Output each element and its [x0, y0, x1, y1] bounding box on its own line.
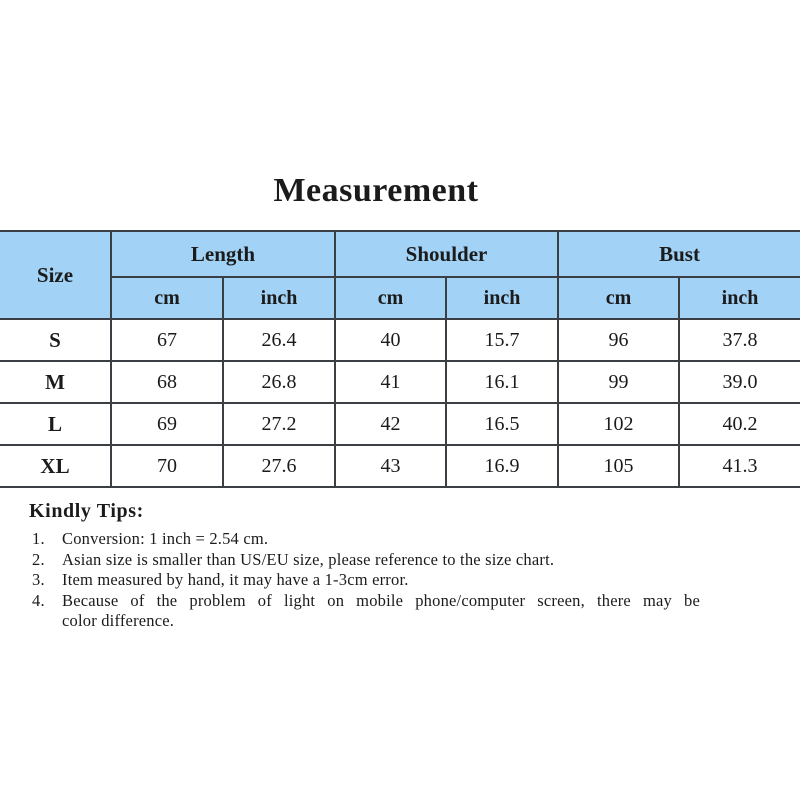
value-cell: 37.8 — [679, 319, 800, 361]
tip-line: Conversion: 1 inch = 2.54 cm. — [62, 529, 269, 548]
header-cell-size: Size — [0, 231, 111, 319]
size-cell: M — [0, 361, 111, 403]
unit-cell-bust-inch: inch — [679, 277, 800, 319]
value-cell: 67 — [111, 319, 223, 361]
table-row — [0, 403, 800, 445]
tip-text — [62, 570, 700, 591]
value-cell: 69 — [111, 403, 223, 445]
value-cell: 26.4 — [223, 319, 335, 361]
tip-number: 2. — [32, 549, 45, 569]
value-cell: 15.7 — [446, 319, 558, 361]
value-cell: 41.3 — [679, 445, 800, 487]
unit-cell-shoulder-cm: cm — [335, 277, 446, 319]
table-row — [0, 361, 800, 403]
tip-line: Because of the problem of light on mobile phone/computer screen, there may be — [62, 590, 700, 610]
value-cell: 27.2 — [223, 403, 335, 445]
value-cell: 16.1 — [446, 361, 558, 403]
tip-text — [62, 591, 700, 632]
tip-item — [32, 550, 700, 571]
value-cell: 42 — [335, 403, 446, 445]
value-cell: 70 — [111, 445, 223, 487]
tip-line: Asian size is smaller than US/EU size, please reference to the size chart. — [62, 549, 555, 569]
unit-cell-shoulder-inch: inch — [446, 277, 558, 319]
value-cell: 105 — [558, 445, 679, 487]
tip-item — [32, 570, 700, 591]
size-cell: L — [0, 403, 111, 445]
value-cell: 40 — [335, 319, 446, 361]
unit-cell-length-inch: inch — [223, 277, 335, 319]
value-cell: 39.0 — [679, 361, 800, 403]
tip-line: color difference. — [62, 611, 175, 630]
size-cell: XL — [0, 445, 111, 487]
unit-cell-length-cm: cm — [111, 277, 223, 319]
value-cell: 102 — [558, 403, 679, 445]
table-row — [0, 445, 800, 487]
tip-text — [62, 529, 700, 550]
value-cell: 16.9 — [446, 445, 558, 487]
tip-number: 4. — [32, 590, 45, 610]
measurement-table — [0, 230, 800, 488]
tip-number: 3. — [32, 570, 45, 589]
tip-number: 1. — [32, 529, 45, 548]
tip-text — [62, 550, 700, 571]
table-row — [0, 319, 800, 361]
header-cell-shoulder: Shoulder — [335, 231, 558, 277]
value-cell: 27.6 — [223, 445, 335, 487]
tips-list — [32, 529, 700, 632]
size-cell: S — [0, 319, 111, 361]
value-cell: 68 — [111, 361, 223, 403]
tip-item — [32, 591, 700, 632]
value-cell: 41 — [335, 361, 446, 403]
tip-line: Item measured by hand, it may have a 1-3cm error. — [62, 570, 409, 589]
header-cell-bust: Bust — [558, 231, 800, 277]
table-header-group-row — [0, 231, 800, 277]
unit-cell-bust-cm: cm — [558, 277, 679, 319]
table-header-unit-row — [0, 277, 800, 319]
value-cell: 26.8 — [223, 361, 335, 403]
value-cell: 40.2 — [679, 403, 800, 445]
header-cell-length: Length — [111, 231, 335, 277]
tips-heading: Kindly Tips: — [29, 500, 144, 522]
value-cell: 16.5 — [446, 403, 558, 445]
value-cell: 96 — [558, 319, 679, 361]
page-title: Measurement — [273, 172, 479, 209]
tip-item — [32, 529, 700, 550]
value-cell: 99 — [558, 361, 679, 403]
value-cell: 43 — [335, 445, 446, 487]
